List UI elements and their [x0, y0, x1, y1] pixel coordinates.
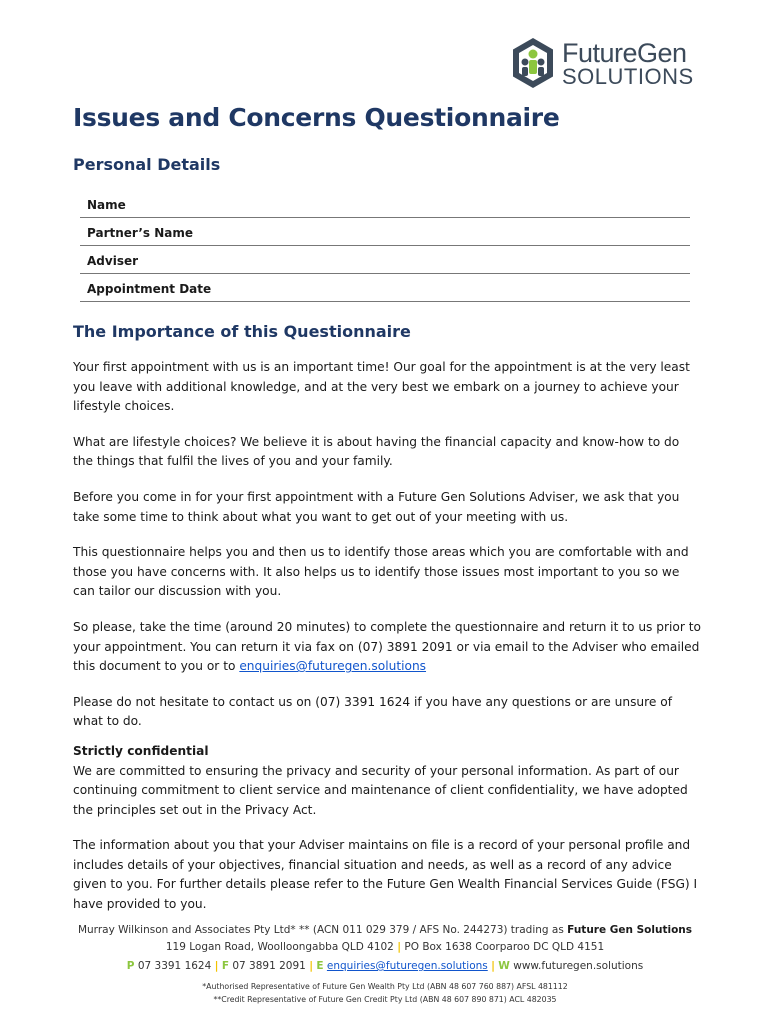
partner-name-field[interactable]: Partner’s Name [80, 218, 690, 246]
paragraph-text: So please, take the time (around 20 minutes) to complete the questionnaire and return it to us prior to your appointment. You can return it via fax on (07) 3891 2091 or via email to the Adviser who emailed this document to you or to [73, 619, 701, 674]
enquiries-email-link[interactable]: enquiries@futuregen.solutions [239, 659, 427, 674]
personal-details-heading: Personal Details [73, 155, 221, 174]
logo-subtitle: SOLUTIONS [562, 64, 694, 89]
footer-note-authorised: *Authorised Representative of Future Gen Wealth Pty Ltd (ABN 48 607 760 887) AFSL 481112 [202, 982, 568, 991]
email-key: E [316, 960, 324, 972]
company-logo [510, 36, 700, 90]
footer-po-box: PO Box 1638 Coorparoo DC QLD 4151 [404, 941, 605, 953]
footer-company-text: Murray Wilkinson and Associates Pty Ltd* ** (ACN 011 029 379 / AFS No. 244273) trading as [77, 924, 568, 936]
body-text [73, 358, 703, 915]
adviser-field[interactable]: Adviser [80, 246, 690, 274]
personal-details-form [80, 190, 690, 302]
footer-email-link[interactable]: enquiries@futuregen.solutions [326, 960, 488, 972]
separator: | [309, 960, 314, 972]
footer [0, 922, 770, 1006]
paragraph: What are lifestyle choices? We believe it is about having the financial capacity and know-how to do the things that fulfil the lives of you and your family. [73, 434, 680, 469]
footer-company-line [0, 922, 770, 938]
paragraph: We are committed to ensuring the privacy and security of your personal information. As part of our continuing commitment to client service and maintenance of client confidentiality, we have adopted the principles set out in the Privacy Act. [73, 763, 688, 817]
importance-heading: The Importance of this Questionnaire [73, 322, 411, 341]
paragraph [73, 618, 703, 677]
web-key: W [498, 960, 510, 972]
separator: | [214, 960, 219, 972]
paragraph: Please do not hesitate to contact us on (07) 3391 1624 if you have any questions or are unsure of what to do. [73, 694, 673, 729]
footer-street-address: 119 Logan Road, Woolloongabba QLD 4102 [165, 941, 394, 953]
paragraph: Your first appointment with us is an important time! Our goal for the appointment is at the very least you leave with additional knowledge, and at the very best we embark on a journey to achieve your lifestyle choices. [73, 360, 690, 414]
confidential-heading: Strictly confidential [73, 743, 209, 758]
paragraph: Before you come in for your first appointment with a Future Gen Solutions Adviser, we ask that you take some time to think about what you want to get out of your meeting with us. [73, 489, 680, 524]
fax-key: F [221, 960, 230, 972]
logo-wordmark: FutureGen [562, 38, 687, 68]
paragraph: This questionnaire helps you and then us to identify those areas which you are comfortable with and those you have concerns with. It also helps us to identify those issues most important to you so we can tailor our discussion with you. [73, 545, 689, 599]
footer-company-name: Future Gen Solutions [567, 924, 693, 936]
footer-phone[interactable]: 07 3391 1624 [137, 960, 212, 972]
footer-website[interactable]: www.futuregen.solutions [513, 960, 644, 972]
phone-key: P [126, 960, 135, 972]
footer-fax: 07 3891 2091 [232, 960, 306, 972]
page-title: Issues and Concerns Questionnaire [73, 103, 560, 132]
appointment-date-field[interactable]: Appointment Date [80, 274, 690, 302]
separator: | [397, 941, 402, 953]
footer-address-line [0, 938, 770, 956]
paragraph: The information about you that your Adviser maintains on file is a record of your personal profile and includes details of your objectives, financial situation and needs, as well as a record of any advice given to you. For further details please refer to the Future Gen Wealth Financial Services Guide (FSG) I have provided to you. [73, 838, 698, 912]
logo-hexagon-icon [510, 36, 556, 90]
footer-contact-line [0, 957, 770, 975]
footer-note-credit: **Credit Representative of Future Gen Credit Pty Ltd (ABN 48 607 890 871) ACL 482035 [213, 995, 557, 1004]
separator: | [491, 960, 495, 972]
name-field[interactable]: Name [80, 190, 690, 218]
